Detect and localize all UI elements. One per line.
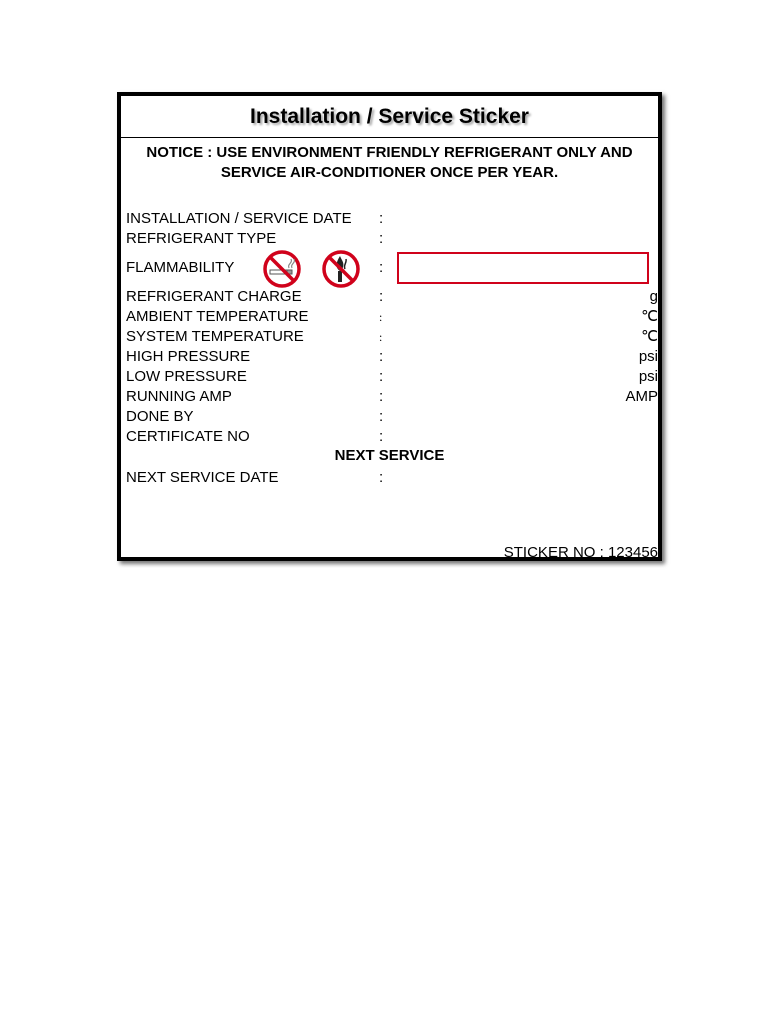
service-sticker bbox=[117, 92, 662, 561]
field-colon: : bbox=[379, 368, 384, 385]
field-label: INSTALLATION / SERVICE DATE bbox=[126, 210, 352, 227]
field-refrigerant-type bbox=[126, 229, 658, 249]
field-label: HIGH PRESSURE bbox=[126, 348, 251, 365]
field-unit: psi bbox=[638, 348, 658, 365]
sticker-number: STICKER NO : 123456 bbox=[503, 544, 658, 561]
field-label: CERTIFICATE NO bbox=[126, 428, 250, 445]
field-unit: ℃ bbox=[641, 329, 658, 345]
notice bbox=[121, 143, 658, 183]
field-colon: : bbox=[379, 408, 384, 425]
field-unit: g bbox=[649, 288, 658, 305]
field-label: RUNNING AMP bbox=[126, 388, 232, 405]
field-label: NEXT SERVICE DATE bbox=[126, 469, 279, 486]
field-next-service-date bbox=[126, 468, 658, 488]
field-colon: : bbox=[379, 428, 384, 445]
field-label: AMBIENT TEMPERATURE bbox=[126, 308, 309, 325]
field-label: SYSTEM TEMPERATURE bbox=[126, 328, 304, 345]
field-low-pressure bbox=[126, 367, 658, 387]
field-colon: : bbox=[379, 288, 384, 305]
field-ambient-temperature bbox=[126, 307, 658, 327]
field-colon: : bbox=[379, 310, 383, 324]
flammability-input[interactable] bbox=[397, 252, 649, 284]
field-done-by bbox=[126, 407, 658, 427]
no-smoking-icon bbox=[262, 249, 302, 289]
sticker-title: Installation / Service Sticker bbox=[121, 96, 658, 138]
field-label: DONE BY bbox=[126, 408, 194, 425]
field-unit: AMP bbox=[625, 388, 658, 405]
field-unit: ℃ bbox=[641, 309, 658, 325]
field-colon: : bbox=[379, 388, 384, 405]
field-colon: : bbox=[379, 259, 384, 276]
field-running-amp bbox=[126, 387, 658, 407]
field-label: REFRIGERANT CHARGE bbox=[126, 288, 302, 305]
field-colon: : bbox=[379, 469, 384, 486]
field-high-pressure bbox=[126, 347, 658, 367]
field-certificate-no bbox=[126, 427, 658, 447]
field-label: LOW PRESSURE bbox=[126, 368, 247, 385]
field-installation-date bbox=[126, 209, 658, 229]
notice-line-1: NOTICE : USE ENVIRONMENT FRIENDLY REFRIGERANT ONLY AND bbox=[146, 144, 633, 161]
no-open-flame-icon bbox=[321, 249, 361, 289]
next-service-heading: NEXT SERVICE bbox=[334, 447, 445, 464]
field-colon: : bbox=[379, 230, 384, 247]
field-unit: psi bbox=[638, 368, 658, 385]
field-colon: : bbox=[379, 210, 384, 227]
field-refrigerant-charge bbox=[126, 287, 658, 307]
field-label: REFRIGERANT TYPE bbox=[126, 230, 277, 247]
field-colon: : bbox=[379, 348, 384, 365]
field-label: FLAMMABILITY bbox=[126, 259, 235, 276]
field-colon: : bbox=[379, 330, 383, 344]
field-system-temperature bbox=[126, 327, 658, 347]
notice-line-2: SERVICE AIR-CONDITIONER ONCE PER YEAR. bbox=[220, 164, 559, 181]
